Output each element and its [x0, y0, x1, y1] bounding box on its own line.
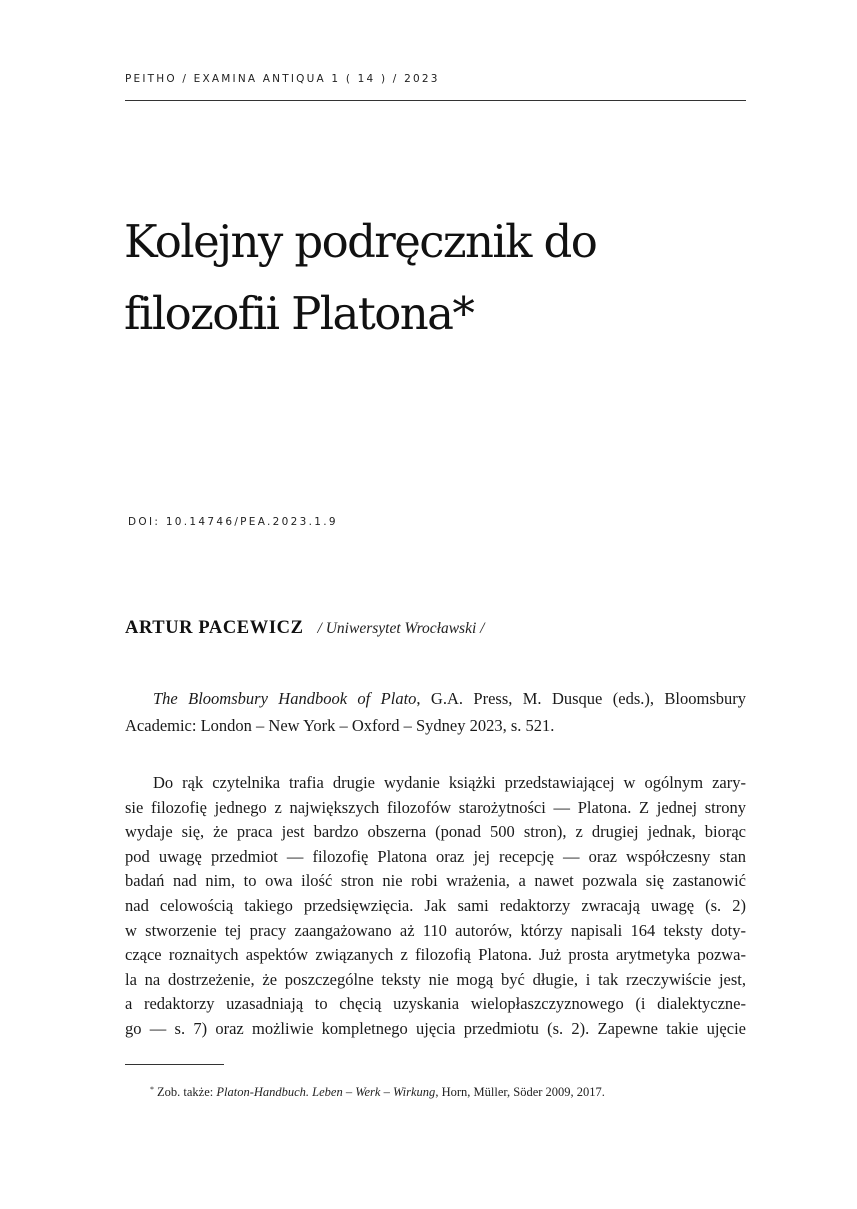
footnote — [150, 1085, 605, 1100]
article-title — [124, 206, 764, 350]
body-line: Do rąk czytelnika trafia drugie wydanie książki przedstawiającej w ogólnym zary- — [153, 773, 746, 792]
doi[interactable]: DOI: 10.14746/PEA.2023.1.9 — [128, 516, 338, 528]
author-name: ARTUR PACEWICZ — [125, 618, 304, 638]
footnote-rest: , Horn, Müller, Söder 2009, 2017. — [435, 1085, 605, 1099]
body-line: badań nad nim, to owa ilość stron nie robi wrażenia, a nawet pozwala się zastanowić — [125, 871, 746, 891]
body-line: la na dostrzeżenie, że poszczególne teksty nie mogą być długie, i tak rzeczywiście jest, — [125, 969, 746, 989]
footnote-rule — [125, 1064, 224, 1065]
footnote-marker: * — [150, 1085, 154, 1094]
title-line-1: Kolejny podręcznik do — [124, 215, 597, 268]
book-details: , G.A. Press, M. Dusque (eds.), Bloomsbury Academic: London – New York – Oxford – Sydney 2023, s. 521. — [125, 689, 746, 735]
body-line: go — s. 7) oraz możliwie kompletnego ujęcia przedmiotu (s. 2). Zapewne takie ujęcie — [125, 1018, 746, 1038]
title-line-2: filozofii Platona* — [124, 287, 474, 340]
body-line: nad celowością takiego przedsięwzięcia. Jak sami redaktorzy zwracają uwagę (s. 2) — [125, 895, 746, 915]
body-line: sie filozofię jednego z największych filozofów starożytności — Platona. Z jednej strony — [125, 797, 746, 817]
running-head: PEITHO / EXAMINA ANTIQUA 1 ( 14 ) / 2023 — [125, 73, 440, 85]
book-title: The Bloomsbury Handbook of Plato — [153, 689, 417, 708]
body-line: czące roznaitych aspektów związanych z filozofią Platona. Już prosta arytmetyka pozwa- — [125, 945, 746, 965]
footnote-lead: Zob. także: — [157, 1085, 217, 1099]
footnote-title: Platon-Handbuch. Leben – Werk – Wirkung — [216, 1085, 436, 1099]
header-rule — [125, 100, 746, 101]
author-affiliation: / Uniwersytet Wrocławski / — [317, 620, 485, 637]
reviewed-book — [125, 685, 746, 739]
body-line: pod uwagę przedmiot — filozofię Platona oraz jej recepcję — oraz współczesny stan — [125, 846, 746, 866]
body-paragraph — [125, 771, 746, 1042]
body-line: a redaktorzy uzasadniają to chęcią uzyskania wielopłaszczyznowego (i dialektyczne- — [125, 994, 746, 1014]
body-line: w stworzenie tej pracy zaangażowano aż 110 autorów, którzy napisali 164 teksty doty- — [125, 920, 746, 940]
body-line: wydaje się, że praca jest bardzo obszerna (ponad 500 stron), z drugiej jednak, biorąc — [125, 822, 746, 842]
author-line — [125, 618, 484, 639]
